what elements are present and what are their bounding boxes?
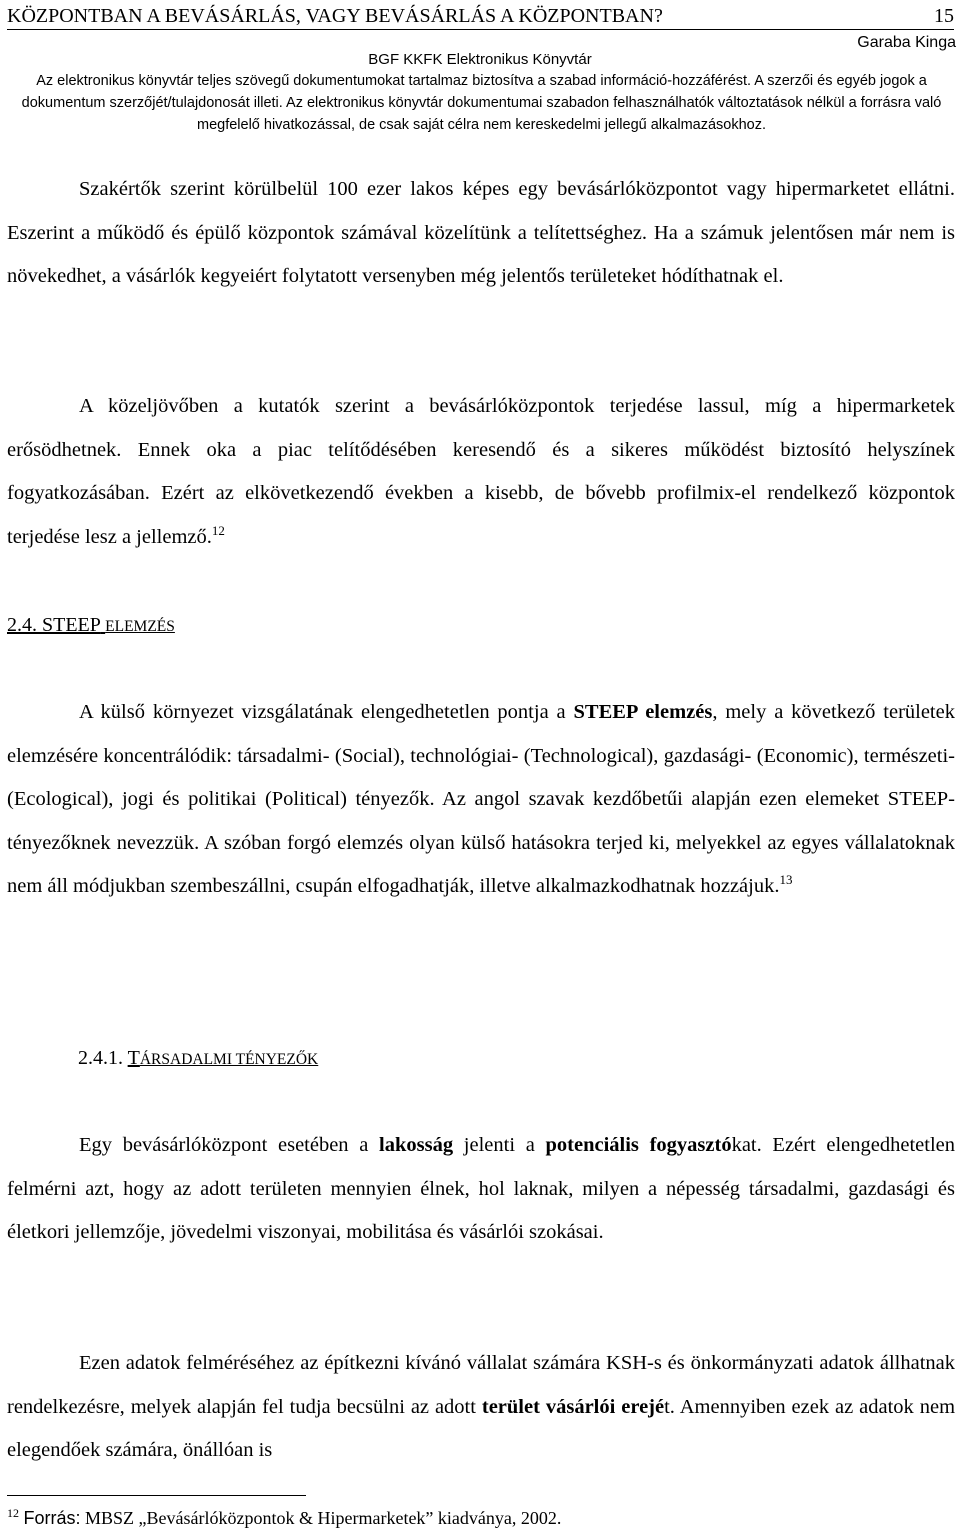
footnote-number: 12 [7,1506,19,1520]
paragraph-4 [7,1124,955,1255]
paragraph-2-text [7,385,955,559]
running-title: KÖZPONTBAN A BEVÁSÁRLÁS, VAGY BEVÁSÁRLÁS A KÖZPONTBAN? [7,5,663,27]
section-heading-steep [7,612,175,640]
footnote-ref-13: 13 [779,872,793,887]
paragraph-5-text [7,1342,955,1473]
paragraph-4-part-b: jelenti a [453,1134,546,1156]
paragraph-2-body: A közeljövőben a kutatók szerint a bevásárlóközpontok terjedése lassul, míg a hipermarketek erősödhetnek. Ennek oka a piac telítődésében keresendő és a sikeres működést biztosító helyszínek fogyatkozásában. Ezért az elkövetkezendő években a kisebb, de bővebb profilmix-el rendelkező központok terjedése lesz a jellemző. [7,395,955,548]
paragraph-1 [7,168,955,299]
paragraph-5-part-a: Ezen adatok felméréséhez az építkezni kívánó vállalat számára KSH-s és önkormányzati adatok állhatnak rendelkezésre, melyek alapján fel tudja becsülni az adott [7,1352,955,1418]
footnote-12 [7,1507,561,1529]
subsection-heading-number: 2.4.1. [78,1047,123,1069]
copyright-disclaimer: Az elektronikus könyvtár teljes szövegű dokumentumokat tartalmaz biztosítva a szabad információ-hozzáférést. A szerzői és egyéb jogok a dokumentum szerzőjét/tulajdonosát illeti. Az elektronikus könyvtár dokumentumai szabadon felhasználhatók változtatások nélkül a forrásra való megfelelő hivatkozással, de csak saját célra nem kereskedelmi jellegű alkalmazásokhoz. [21,73,942,133]
term-potential-consumer: potenciális fogyasztó [545,1134,732,1156]
subsection-heading-social-factors [78,1045,318,1073]
paragraph-1-text: Szakértők szerint körülbelül 100 ezer lakos képes egy bevásárlóközpontot vagy hipermarketet ellátni. Eszerint a működő és épülő központok számával közelítünk a telítettséghez. Ha a számuk jelentősen már nem is növekedhet, a vásárlók kegyeiért folytatott versenyben még jelentős területeket hódíthatnak el. [7,178,955,287]
paragraph-4-part-a: Egy bevásárlóközpont esetében a [79,1134,380,1156]
paragraph-2 [7,385,955,559]
term-purchasing-power: terület vásárlói erejé [481,1395,665,1418]
author-name: Garaba Kinga [857,34,956,51]
paragraph-3-part-a: A külső környezet vizsgálatának elengedhetetlen pontja a [79,701,574,723]
footnote-prefix: Forrás: [23,1508,81,1528]
paragraph-3 [7,691,955,909]
subsection-heading-title: ÁRSADALMI TÉNYEZŐK [139,1051,319,1068]
paragraph-5 [7,1342,955,1473]
term-population: lakosság [379,1134,454,1156]
footnote-separator [7,1495,306,1496]
paragraph-4-part-c: kat. Ezért elengedhetetlen felmérni azt, hogy az adott területen mennyien élnek, hol laknak, milyen a népesség társadalmi, gazdasági és életkori jellemzője, jövedelmi viszonyai, mobilitása és vásárlói szokásai. [7,1134,955,1243]
paragraph-5-part-b: t. Amennyiben ezek az adatok nem elegendőek számára, önállóan is [7,1395,956,1461]
running-header [7,3,954,30]
paragraph-3-part-b: , mely a következő területek elemzésére koncentrálódik: társadalmi- (Social), technológiai- (Technological), gazdasági- (Economic), természeti- (Ecological), jogi és politikai (Political) tényezők. Az angol szavak kezdőbetűi alapján ezen elemeket STEEP-tényezőknek nevezzük. A szóban forgó elemzés olyan külső hatásokra terjed ki, melyekkel az egyes vállalatoknak nem áll módjukban szembeszállni, csupán elfogadhatják, illetve alkalmazkodhatnak hozzájuk. [7,701,955,897]
paragraph-4-text [7,1124,955,1255]
footnote-ref-12: 12 [211,522,225,538]
subsection-heading-initial: T [127,1047,140,1069]
steep-term: STEEP elemzés [573,701,713,723]
section-heading-number: 2.4. STEEP [7,614,101,636]
section-heading-title: ELEMZÉS [105,618,175,635]
footnote-text: MBSZ „Bevásárlóközpontok & Hipermarketek” kiadványa, 2002. [85,1508,562,1528]
library-name: BGF KKFK Elektronikus Könyvtár [368,51,592,68]
paragraph-3-text [7,691,955,909]
page-number: 15 [934,5,954,27]
